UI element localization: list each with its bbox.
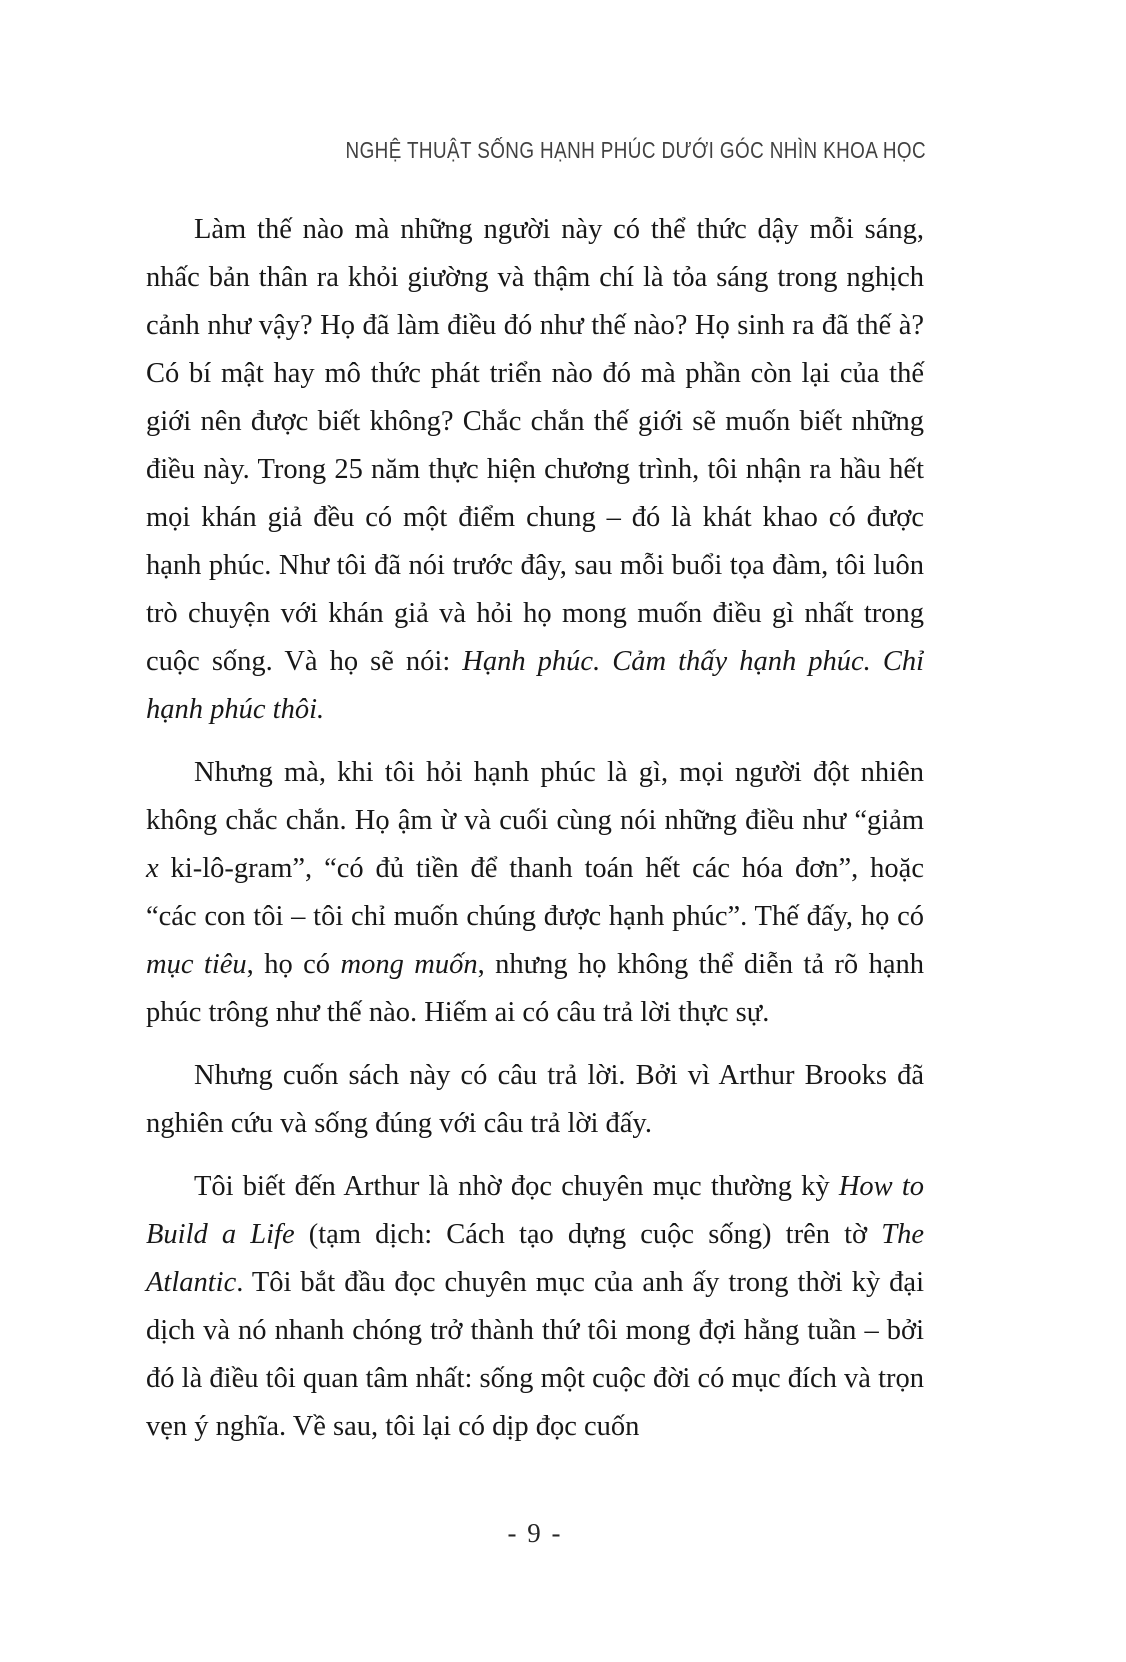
text-run-italic: mục tiêu [146,949,247,980]
paragraph-3 [146,1052,924,1148]
text-run-italic: x [146,853,159,884]
text-run: Nhưng cuốn sách này có câu trả lời. Bởi vì Arthur Brooks đã nghiên cứu và sống đúng với câu trả lời đấy. [146,1060,924,1139]
text-run: , họ có [246,949,341,980]
paragraph-1 [146,206,924,734]
text-run: Tôi biết đến Arthur là nhờ đọc chuyên mục thường kỳ [194,1171,839,1202]
text-run: Làm thế nào mà những người này có thể thức dậy mỗi sáng, nhấc bản thân ra khỏi giường và thậm chí là tỏa sáng trong nghịch cảnh như vậy? Họ đã làm điều đó như thế nào? Họ sinh ra đã thế à? Có bí mật hay mô thức phát triển nào đó mà phần còn lại của thế giới nên được biết không? Chắc chắn thế giới sẽ muốn biết những điều này. Trong 25 năm thực hiện chương trình, tôi nhận ra hầu hết mọi khán giả đều có một điểm chung – đó là khát khao có được hạnh phúc. Như tôi đã nói trước đây, sau mỗi buổi tọa đàm, tôi luôn trò chuyện với khán giả và hỏi họ mong muốn điều gì nhất trong cuộc sống. Và họ sẽ nói: [146,214,924,677]
text-run: (tạm dịch: Cách tạo dựng cuộc sống) trên tờ [294,1219,882,1250]
paragraph-4 [146,1163,924,1451]
text-run: Nhưng mà, khi tôi hỏi hạnh phúc là gì, mọi người đột nhiên không chắc chắn. Họ ậm ừ và cuối cùng nói những điều như “giảm [146,757,924,836]
text-run: ki-lô-gram”, “có đủ tiền để thanh toán hết các hóa đơn”, hoặc “các con tôi – tôi chỉ muốn chúng được hạnh phúc”. Thế đấy, họ có [146,853,924,932]
text-run: , nhưng họ không thể diễn tả rõ hạnh phúc trông như thế nào. Hiếm ai có câu trả lời thực sự. [146,949,925,1028]
page-body [146,206,924,1466]
paragraph-2 [146,749,924,1037]
text-run: . Tôi bắt đầu đọc chuyên mục của anh ấy trong thời kỳ đại dịch và nó nhanh chóng trở thành thứ tôi mong đợi hằng tuần – bởi đó là điều tôi quan tâm nhất: sống một cuộc đời có mục đích và trọn vẹn ý nghĩa. Về sau, tôi lại có dịp đọc cuốn [146,1267,924,1442]
text-run-italic: Hạnh phúc. Cảm thấy hạnh phúc. Chỉ hạnh phúc thôi. [146,646,924,725]
page-number: - 9 - [507,1518,563,1548]
running-header: NGHỆ THUẬT SỐNG HẠNH PHÚC DƯỚI GÓC NHÌN KHOA HỌC [345,137,927,163]
text-run-italic: mong muốn [340,949,478,980]
text-run-italic: The Atlantic [146,1219,924,1298]
text-run-italic: How to Build a Life [146,1171,925,1250]
